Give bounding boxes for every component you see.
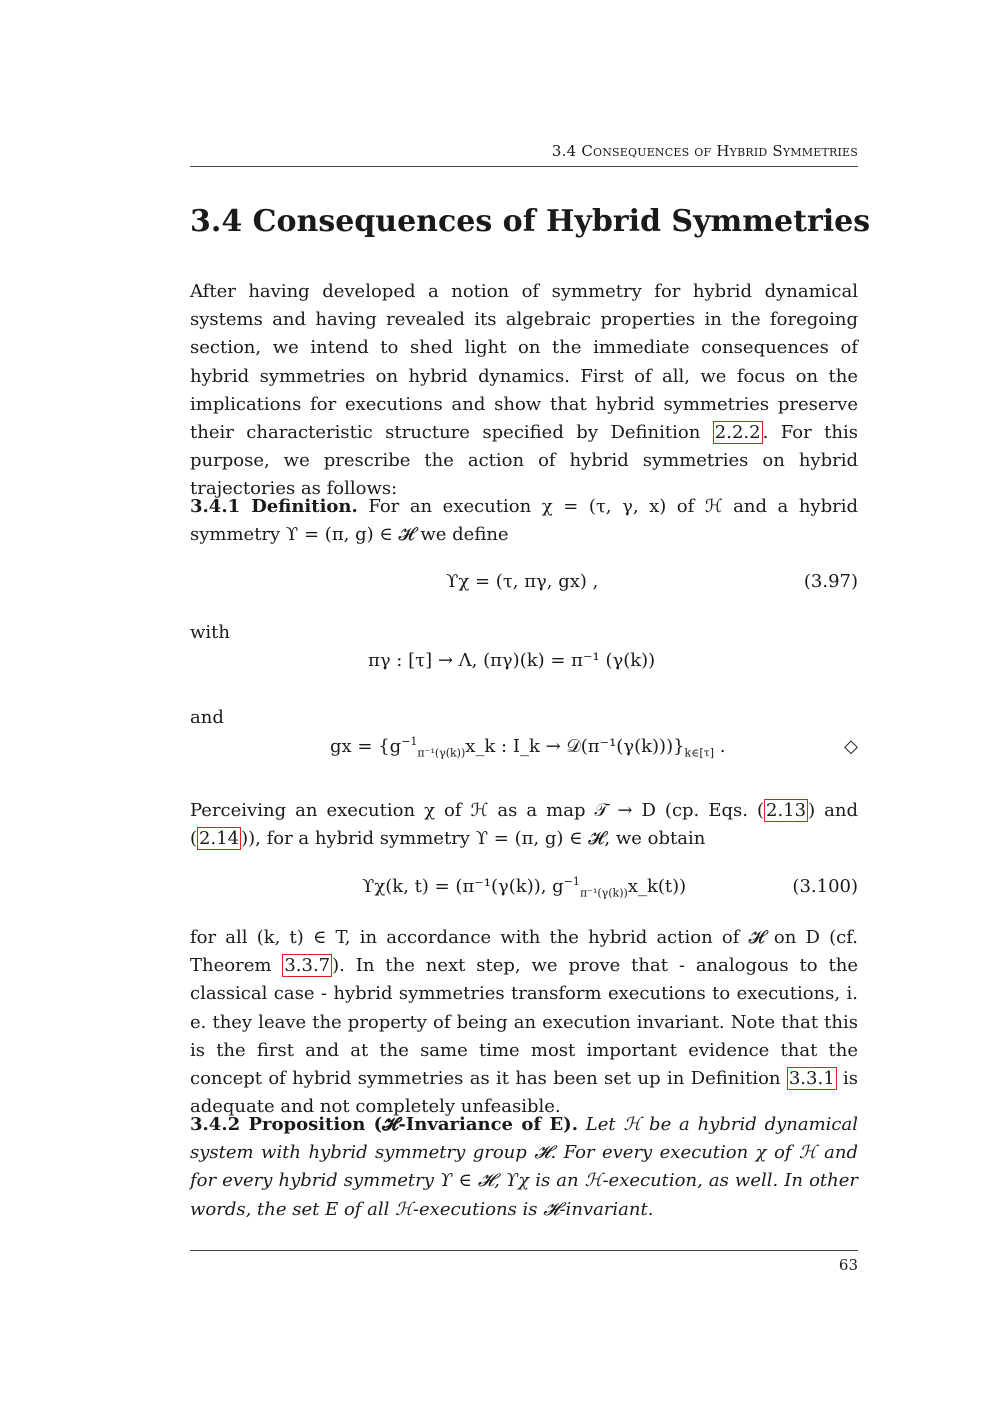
eq-gx-sup: −1 (401, 735, 418, 748)
section-title: 3.4 Consequences of Hybrid Symmetries (190, 204, 871, 239)
ref-theorem-3-3-7[interactable]: 3.3.7 (284, 955, 331, 977)
ref-eq-2-14[interactable]: 2.14 (199, 828, 240, 850)
perceiving-text-3: )), for a hybrid symmetry ϒ = (π, g) ∈ 𝓗, we obtain (241, 828, 706, 850)
definition-text: For an execution χ = (τ, γ, x) of ℋ and a hybrid symmetry ϒ = (π, g) ∈ 𝓗 we define (190, 496, 858, 546)
eq-100-sup: −1 (563, 875, 580, 888)
eq-100-right: x_k(t)) (627, 876, 687, 897)
equation-gx (330, 735, 725, 760)
equation-pi-gamma: πγ : [τ] → Λ, (πγ)(k) = π⁻¹ (γ(k)) (368, 650, 656, 671)
diamond-end-mark: ◇ (844, 736, 858, 757)
after-text-1: for all (k, t) ∈ T, in accordance with the hybrid action of 𝓗 on D (cf. Theorem (190, 927, 858, 977)
proposition-paragraph (190, 1111, 858, 1224)
after-text-3: is adequate and not completely unfeasible. (190, 1068, 858, 1118)
after-paragraph (190, 924, 858, 1121)
footer-rule (190, 1250, 858, 1251)
eq-100-sub: π⁻¹(γ(k)) (579, 886, 628, 900)
perceiving-text-1: Perceiving an execution χ of ℋ as a map 𝒯 → D (cp. Eqs. ( (190, 800, 764, 821)
equation-3-97: ϒχ = (τ, πγ, gx) , (446, 571, 599, 592)
equation-number-3-100: (3.100) (792, 876, 858, 897)
word-with: with (190, 622, 230, 643)
ref-definition-3-3-1[interactable]: 3.3.1 (788, 1068, 835, 1090)
perceiving-paragraph (190, 797, 858, 853)
definition-paragraph (190, 493, 858, 549)
equation-number-3-97: (3.97) (803, 571, 858, 592)
eq-gx-index: k∈[τ] (684, 746, 715, 760)
perceiving-text-2: ) and ( (190, 800, 858, 850)
eq-gx-rest: x_k : I_k → 𝒟(π⁻¹(γ(k)))} (465, 736, 685, 757)
word-and: and (190, 707, 224, 728)
running-head: 3.4 Consequences of Hybrid Symmetries (551, 142, 858, 160)
eq-100-left: ϒχ(k, t) = (π⁻¹(γ(k)), g (362, 876, 564, 897)
eq-gx-left: gx = { (330, 736, 390, 757)
definition-label: 3.4.1 Definition. (190, 496, 358, 517)
eq-gx-sub: π⁻¹(γ(k)) (417, 746, 466, 760)
proposition-text: Let ℋ be a hybrid dynamical system with hybrid symmetry group 𝓗. For every execution χ of ℋ and for every hybrid symmetry ϒ ∈ 𝓗, ϒχ is an ℋ-execution, as well. In other words, the set E of all ℋ-executions is 𝓗-invariant. (190, 1114, 858, 1220)
page-number: 63 (838, 1256, 858, 1274)
ref-definition-2-2-2[interactable]: 2.2.2 (714, 422, 761, 444)
after-text-2: ). In the next step, we prove that - analogous to the classical case - hybrid symmetries transform executions to executions, i. e. they leave the property of being an execution invariant. Note that this is the first and at the same time most important evidence that the concept of hybrid symmetries as it has been set up in Definition (190, 955, 858, 1090)
eq-gx-end: . (714, 736, 726, 757)
intro-text-2: . For this purpose, we prescribe the action of hybrid symmetries on hybrid trajectories as follows: (190, 422, 858, 500)
intro-text-1: After having developed a notion of symmetry for hybrid dynamical systems and having revealed its algebraic properties in the foregoing section, we intend to shed light on the immediate consequences of hybrid symmetries on hybrid dynamics. First of all, we focus on the implications for executions and show that hybrid symmetries preserve their characteristic structure specified by Definition (190, 281, 858, 444)
header-rule (190, 166, 858, 167)
equation-3-100 (362, 875, 686, 900)
ref-eq-2-13[interactable]: 2.13 (766, 800, 807, 821)
proposition-label: 3.4.2 Proposition (𝓗-Invariance of E). (190, 1114, 578, 1135)
intro-paragraph (190, 278, 858, 504)
eq-gx-g: g (389, 736, 402, 757)
